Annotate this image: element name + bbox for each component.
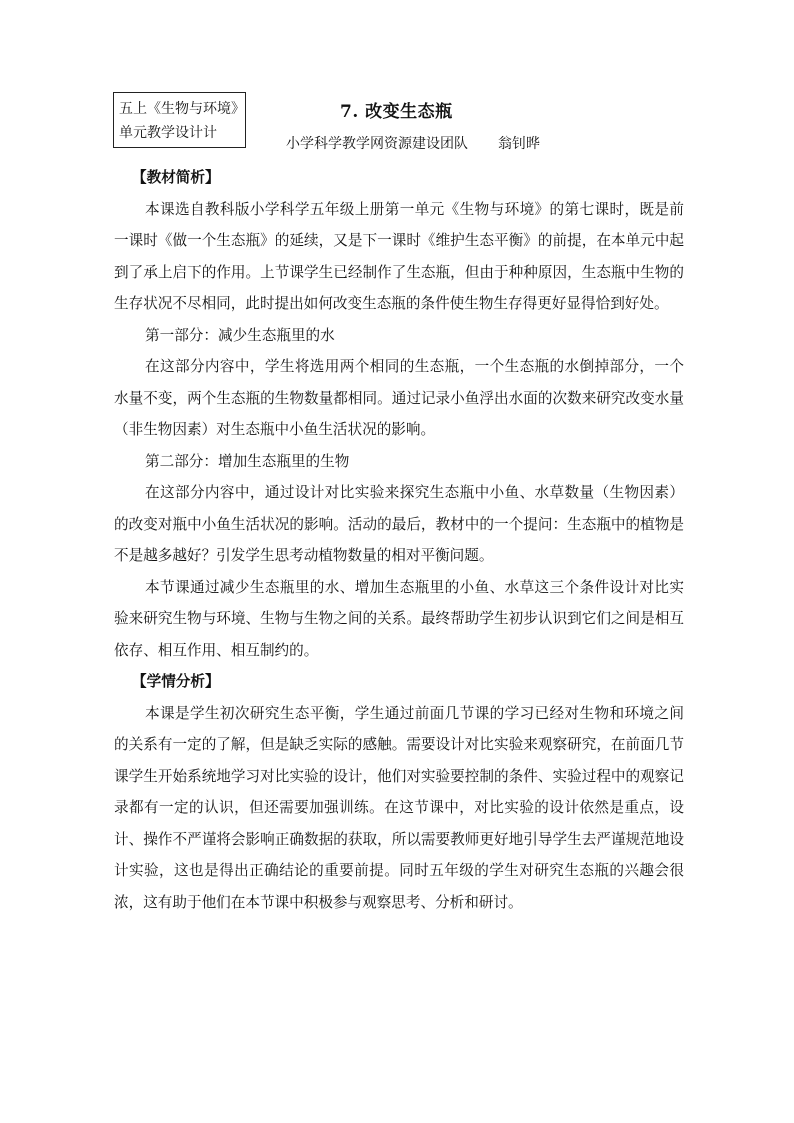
section-heading: 【教材简析】 bbox=[132, 169, 220, 186]
unit-label-line1: 五上《生物与环境》 bbox=[119, 101, 245, 117]
paragraph: 第二部分：增加生态瓶里的生物 bbox=[145, 452, 350, 470]
author-org: 小学科学教学网资源建设团队 bbox=[286, 136, 468, 152]
paragraph: 在这部分内容中，通过设计对比实验来探究生态瓶中小鱼、水草数量（生物因素）的改变对瓶中小鱼生活状况的影响。活动的最后，教材中的一个提问：生态瓶中的植物是不是越多越好？引发学生思考动植物数量的相对平衡问题。 bbox=[114, 484, 684, 564]
lesson-title: 7. 改变生态瓶 bbox=[340, 102, 453, 122]
author-name: 翁钊晔 bbox=[498, 136, 540, 152]
paragraph: 本节课通过减少生态瓶里的水、增加生态瓶里的小鱼、水草这三个条件设计对比实验来研究生物与环境、生物与生物之间的关系。最终帮助学生初步认识到它们之间是相互依存、相互作用、相互制约的。 bbox=[114, 578, 684, 659]
paragraph: 在这部分内容中，学生将选用两个相同的生态瓶，一个生态瓶的水倒掉部分，一个水量不变，两个生态瓶的生物数量都相同。通过记录小鱼浮出水面的次数来研究改变水量（非生物因素）对生态瓶中小鱼生活状况的影响。 bbox=[114, 358, 684, 438]
section-heading: 【学情分析】 bbox=[132, 673, 220, 690]
author-line bbox=[286, 133, 540, 153]
paragraph: 本课是学生初次研究生态平衡，学生通过前面几节课的学习已经对生物和环境之间的关系有一定的了解，但是缺乏实际的感触。需要设计对比实验来观察研究，在前面几节课学生开始系统地学习对比实验的设计，他们对实验要控制的条件、实验过程中的观察记录都有一定的认识，但还需要加强训练。在这节课中，对比实验的设计依然是重点，设计、操作不严谨将会影响正确数据的获取，所以需要教师更好地引导学生去严谨规范地设计实验，这也是得出正确结论的重要前提。同时五年级的学生对研究生态瓶的兴趣会很浓，这有助于他们在本节课中积极参与观察思考、分析和研讨。 bbox=[114, 704, 684, 911]
paragraph: 本课选自教科版小学科学五年级上册第一单元《生物与环境》的第七课时，既是前一课时《做一个生态瓶》的延续，又是下一课时《维护生态平衡》的前提，在本单元中起到了承上启下的作用。上节课学生已经制作了生态瓶，但由于种种原因，生态瓶中生物的生存状况不尽相同，此时提出如何改变生态瓶的条件使生物生存得更好显得恰到好处。 bbox=[114, 200, 684, 312]
paragraph: 第一部分：减少生态瓶里的水 bbox=[145, 326, 335, 344]
document-body bbox=[114, 162, 684, 918]
unit-label-box bbox=[113, 92, 246, 148]
unit-label-line2: 单元教学设计计 bbox=[119, 125, 217, 141]
